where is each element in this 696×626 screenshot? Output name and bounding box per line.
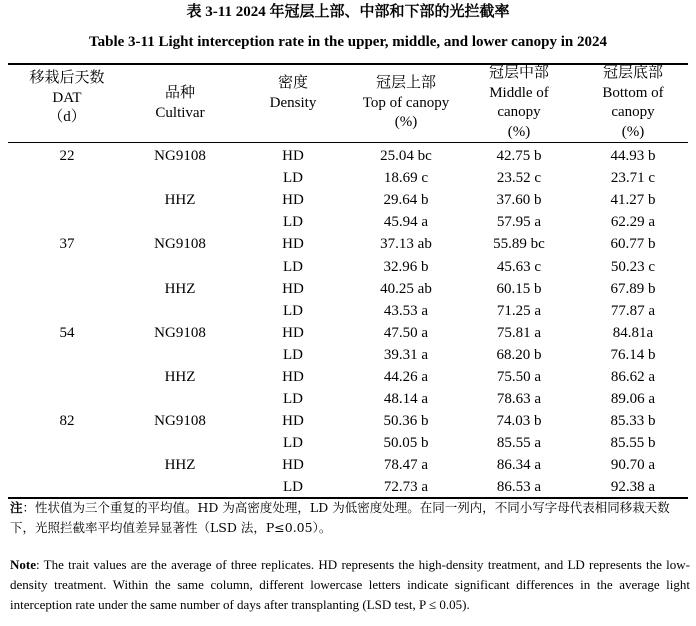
- cell-middle: 71.25 a: [496, 302, 542, 319]
- cell-middle: 45.63 c: [496, 258, 542, 275]
- cell-cultivar: HHZ: [164, 457, 196, 474]
- cell-middle: 85.55 a: [496, 435, 542, 452]
- cell-dat: [8, 255, 126, 277]
- cell-middle: 86.34 a: [496, 457, 542, 474]
- cell-dat: [8, 432, 126, 454]
- cell-dat: [8, 189, 126, 211]
- cell-bottom: 86.62 a: [610, 368, 656, 385]
- table-row: [8, 476, 688, 498]
- table-row: [8, 189, 688, 211]
- cell-top: 45.94 a: [383, 214, 429, 231]
- cell-bottom: 62.29 a: [610, 214, 656, 231]
- cell-top: 40.25 ab: [380, 280, 432, 297]
- cell-dat: 82: [59, 413, 75, 430]
- cell-bottom: 85.33 b: [610, 413, 656, 430]
- cell-density: HD: [282, 192, 304, 209]
- header-cultivar: [126, 84, 234, 123]
- header-cultivar-zh: 品种: [164, 85, 195, 101]
- cell-density: LD: [283, 391, 303, 408]
- cell-cultivar: [126, 344, 234, 366]
- cell-cultivar: HHZ: [164, 192, 196, 209]
- cell-bottom: 89.06 a: [610, 391, 656, 408]
- cell-top: 18.69 c: [383, 170, 429, 187]
- cell-middle: 86.53 a: [496, 479, 542, 496]
- cell-middle: 75.81 a: [496, 324, 542, 341]
- cell-bottom: 67.89 b: [610, 280, 656, 297]
- cell-bottom: 50.23 c: [610, 258, 656, 275]
- cell-bottom: 85.55 b: [610, 435, 656, 452]
- note-en: [10, 555, 690, 615]
- header-middle-en2: canopy: [497, 104, 541, 120]
- header-top-zh: 冠层上部: [375, 75, 436, 91]
- table-caption-zh: 表 3-11 2024 年冠层上部、中部和下部的光拦截率: [186, 4, 510, 20]
- cell-bottom: 92.38 a: [610, 479, 656, 496]
- header-middle-en1: Middle of: [489, 84, 549, 101]
- cell-density: HD: [282, 236, 304, 253]
- cell-density: HD: [282, 368, 304, 385]
- cell-bottom: 23.71 c: [610, 170, 656, 187]
- cell-top: 44.26 a: [383, 368, 429, 385]
- cell-top: 39.31 a: [383, 346, 429, 363]
- cell-density: LD: [283, 170, 303, 187]
- header-density: [234, 74, 352, 113]
- cell-middle: 74.03 b: [496, 413, 542, 430]
- cell-middle: 57.95 a: [496, 214, 542, 231]
- table-row: [8, 410, 688, 432]
- cell-dat: [8, 476, 126, 498]
- cell-middle: 42.75 b: [496, 148, 542, 165]
- note-zh-text: ：性状值为三个重复的平均值。HD 为高密度处理，LD 为低密度处理。在同一列内，不同小写字母代表相同移栽天数下，光照拦截率平均值差异显著性（LSD 法，P≤0.05）。: [10, 500, 670, 535]
- header-top-en: Top of canopy: [362, 94, 450, 111]
- cell-dat: [8, 454, 126, 476]
- cell-bottom: 60.77 b: [610, 236, 656, 253]
- cell-dat: [8, 388, 126, 410]
- data-table: [8, 145, 688, 499]
- cell-cultivar: [126, 476, 234, 498]
- header-middle: [460, 64, 578, 142]
- header-top: [352, 74, 460, 133]
- cell-cultivar: [126, 432, 234, 454]
- cell-density: LD: [283, 346, 303, 363]
- cell-dat: 54: [59, 324, 75, 341]
- header-bottom-en1: Bottom of: [602, 84, 664, 101]
- cell-top: 48.14 a: [383, 391, 429, 408]
- table-row: [8, 388, 688, 410]
- cell-middle: 78.63 a: [496, 391, 542, 408]
- cell-cultivar: HHZ: [164, 280, 196, 297]
- cell-top: 32.96 b: [383, 258, 429, 275]
- cell-top: 50.36 b: [383, 413, 429, 430]
- cell-cultivar: [126, 300, 234, 322]
- header-cultivar-en: Cultivar: [155, 104, 205, 121]
- table-row: [8, 432, 688, 454]
- cell-middle: 37.60 b: [496, 192, 542, 209]
- cell-density: HD: [282, 280, 304, 297]
- cell-cultivar: [126, 255, 234, 277]
- table-row: [8, 300, 688, 322]
- cell-dat: [8, 167, 126, 189]
- cell-top: 78.47 a: [383, 457, 429, 474]
- cell-bottom: 76.14 b: [610, 346, 656, 363]
- cell-dat: [8, 344, 126, 366]
- table-row: [8, 344, 688, 366]
- header-bottom-en2: canopy: [611, 104, 655, 120]
- cell-dat: 37: [59, 236, 75, 253]
- note-en-text: : The trait values are the average of three replicates. HD represents the high-density treatment, and LD represents the low-density treatment. Within the same column, different lowercase letters indicate significant differences in the average light interception rate under the same number of days after transplanting (LSD test, P ≤ 0.05).: [10, 557, 690, 612]
- cell-bottom: 84.81a: [612, 324, 654, 341]
- header-middle-zh: 冠层中部: [488, 65, 549, 81]
- header-bottom-unit: (%): [621, 123, 645, 140]
- cell-cultivar: NG9108: [154, 148, 206, 165]
- cell-density: LD: [283, 479, 303, 496]
- cell-top: 72.73 a: [383, 479, 429, 496]
- cell-middle: 23.52 c: [496, 170, 542, 187]
- table-row: [8, 322, 688, 344]
- header-middle-unit: (%): [507, 123, 531, 140]
- cell-top: 47.50 a: [383, 324, 429, 341]
- table-caption-en: Table 3-11 Light interception rate in the upper, middle, and lower canopy in 2024: [89, 34, 607, 50]
- header-density-en: Density: [269, 94, 317, 111]
- cell-dat: 22: [59, 148, 75, 165]
- cell-middle: 55.89 bc: [493, 236, 545, 253]
- header-bottom-zh: 冠层底部: [602, 65, 663, 81]
- cell-top: 43.53 a: [383, 302, 429, 319]
- cell-cultivar: [126, 211, 234, 233]
- cell-density: LD: [283, 214, 303, 231]
- cell-density: LD: [283, 258, 303, 275]
- cell-bottom: 77.87 a: [610, 302, 656, 319]
- cell-middle: 68.20 b: [496, 346, 542, 363]
- header-dat-en: DAT: [52, 89, 82, 106]
- table-row: [8, 454, 688, 476]
- cell-cultivar: [126, 167, 234, 189]
- cell-density: HD: [282, 413, 304, 430]
- table-row: [8, 233, 688, 255]
- note-zh: [10, 498, 690, 538]
- cell-density: LD: [283, 302, 303, 319]
- cell-cultivar: [126, 388, 234, 410]
- table-row: [8, 278, 688, 300]
- table-row: [8, 211, 688, 233]
- table-row: [8, 167, 688, 189]
- header-top-unit: (%): [394, 114, 418, 130]
- header-dat-zh: 移栽后天数: [29, 70, 105, 86]
- cell-density: LD: [283, 435, 303, 452]
- cell-cultivar: HHZ: [164, 368, 196, 385]
- cell-top: 25.04 bc: [380, 148, 432, 165]
- cell-cultivar: NG9108: [154, 413, 206, 430]
- cell-bottom: 41.27 b: [610, 192, 656, 209]
- table-row: [8, 145, 688, 167]
- note-en-label: Note: [10, 557, 36, 572]
- cell-middle: 60.15 b: [496, 280, 542, 297]
- cell-density: HD: [282, 148, 304, 165]
- cell-cultivar: NG9108: [154, 324, 206, 341]
- header-rule: [8, 142, 688, 143]
- cell-middle: 75.50 a: [496, 368, 542, 385]
- cell-top: 37.13 ab: [380, 236, 432, 253]
- table-row: [8, 366, 688, 388]
- cell-top: 29.64 b: [383, 192, 429, 209]
- cell-cultivar: NG9108: [154, 236, 206, 253]
- cell-bottom: 44.93 b: [610, 148, 656, 165]
- table-row: [8, 255, 688, 277]
- cell-dat: [8, 278, 126, 300]
- note-zh-label: 注: [10, 500, 23, 515]
- cell-density: HD: [282, 324, 304, 341]
- cell-bottom: 90.70 a: [610, 457, 656, 474]
- cell-top: 50.05 b: [383, 435, 429, 452]
- header-dat: [8, 69, 126, 128]
- cell-dat: [8, 366, 126, 388]
- cell-density: HD: [282, 457, 304, 474]
- cell-dat: [8, 211, 126, 233]
- header-density-zh: 密度: [277, 75, 308, 91]
- cell-dat: [8, 300, 126, 322]
- header-bottom: [578, 64, 688, 142]
- header-dat-unit: （d）: [48, 109, 86, 125]
